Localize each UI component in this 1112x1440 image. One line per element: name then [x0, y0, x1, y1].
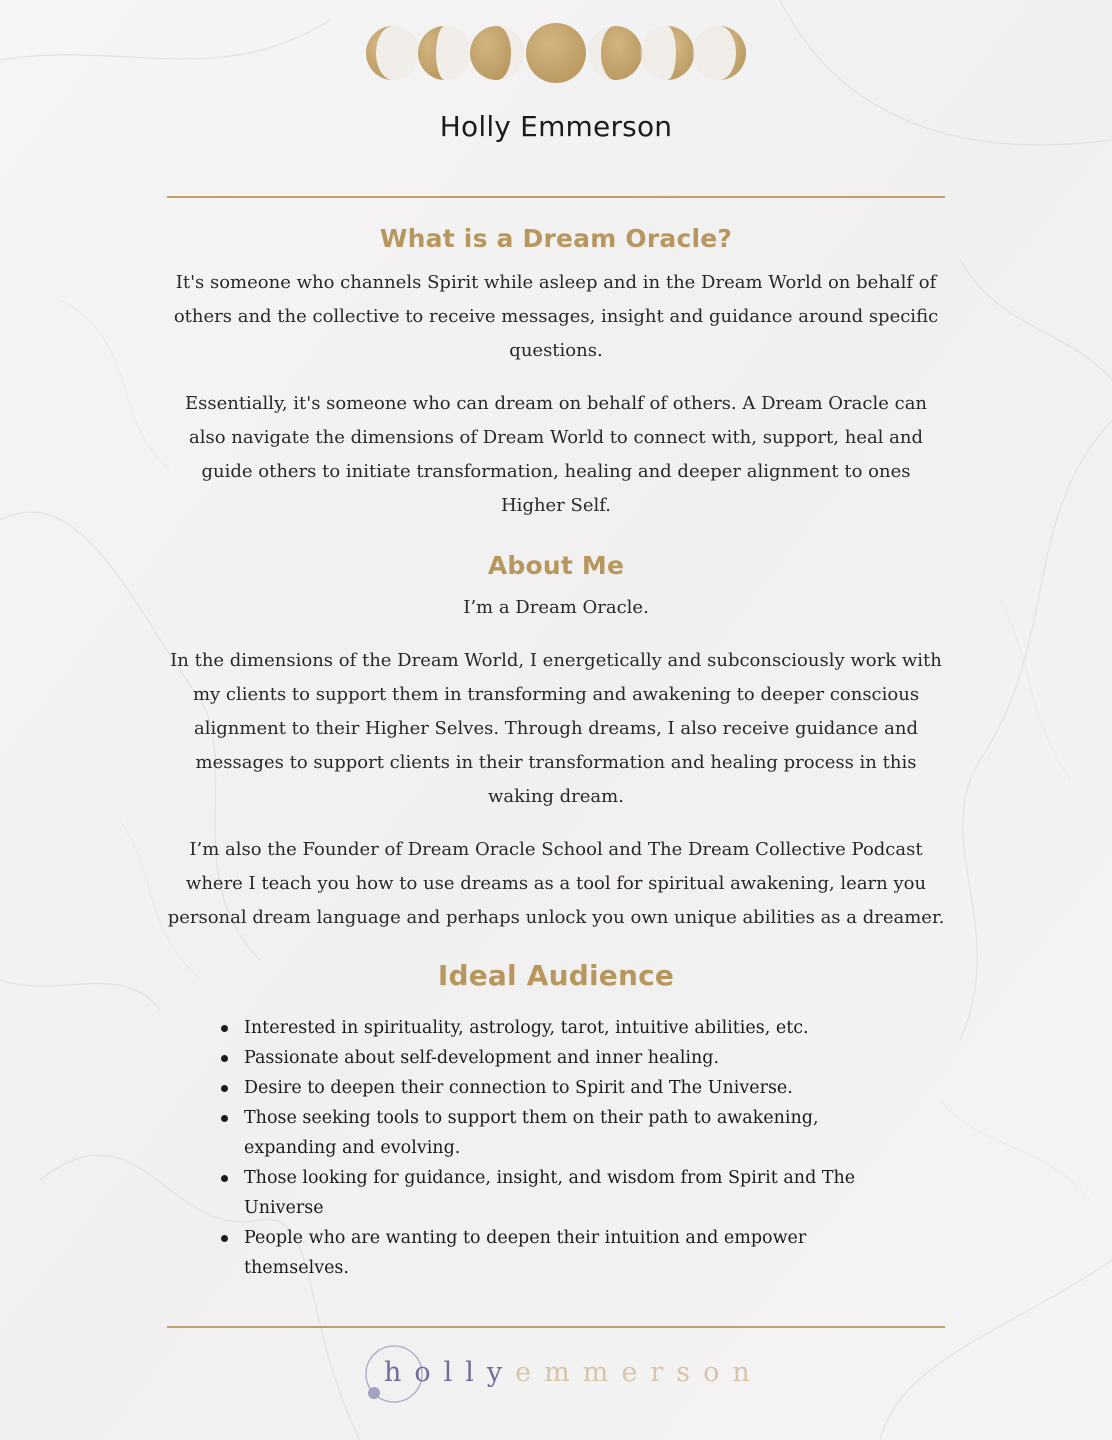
- top-divider: [167, 196, 945, 198]
- logo-wordmark: [384, 1353, 763, 1393]
- what-is-paragraph-2: Essentially, it's someone who can dream on behalf of others. A Dream Oracle can also navigate the dimensions of Dream World to connect with, support, heal and guide others to initiate transformation, healing and deeper alignment to ones Higher Self.: [184, 393, 928, 516]
- heading-ideal-audience: Ideal Audience: [437, 959, 675, 992]
- list-item: Those seeking tools to support them on their path to awakening, expanding and evolving.: [217, 1103, 907, 1163]
- list-item: Passionate about self-development and inner healing.: [217, 1043, 907, 1073]
- list-item: Interested in spirituality, astrology, tarot, intuitive abilities, etc.: [217, 1013, 907, 1043]
- main-content: [167, 220, 945, 1283]
- logo-word-holly: holly: [384, 1357, 516, 1388]
- heading-what-is-dream-oracle: What is a Dream Oracle?: [379, 224, 733, 253]
- bottom-divider: [167, 1326, 945, 1328]
- what-is-paragraph-1: It's someone who channels Spirit while asleep and in the Dream World on behalf of others and the collective to receive messages, insight and guidance around specific questions.: [173, 272, 939, 361]
- list-item: Those looking for guidance, insight, and wisdom from Spirit and The Universe: [217, 1163, 907, 1223]
- list-item: Desire to deepen their connection to Spirit and The Universe.: [217, 1073, 907, 1103]
- about-paragraph-3: I’m also the Founder of Dream Oracle School and The Dream Collective Podcast where I teach you how to use dreams as a tool for spiritual awakening, learn you personal dream language and perhaps unlock you own unique abilities as a dreamer.: [167, 839, 945, 928]
- moon-phases-icon: [360, 20, 752, 86]
- author-name: Holly Emmerson: [439, 110, 673, 143]
- logo-word-emmerson: emmerson: [515, 1357, 763, 1388]
- audience-list: [217, 1013, 907, 1283]
- heading-about-me: About Me: [487, 551, 625, 580]
- about-paragraph-1: I’m a Dream Oracle.: [463, 597, 649, 618]
- about-paragraph-2: In the dimensions of the Dream World, I energetically and subconsciously work with my clients to support them in transforming and awakening to deeper conscious alignment to their Higher Selves. Through dreams, I also receive guidance and messages to support clients in their transformation and healing process in this waking dream.: [170, 650, 942, 807]
- list-item: People who are wanting to deepen their intuition and empower themselves.: [217, 1223, 907, 1283]
